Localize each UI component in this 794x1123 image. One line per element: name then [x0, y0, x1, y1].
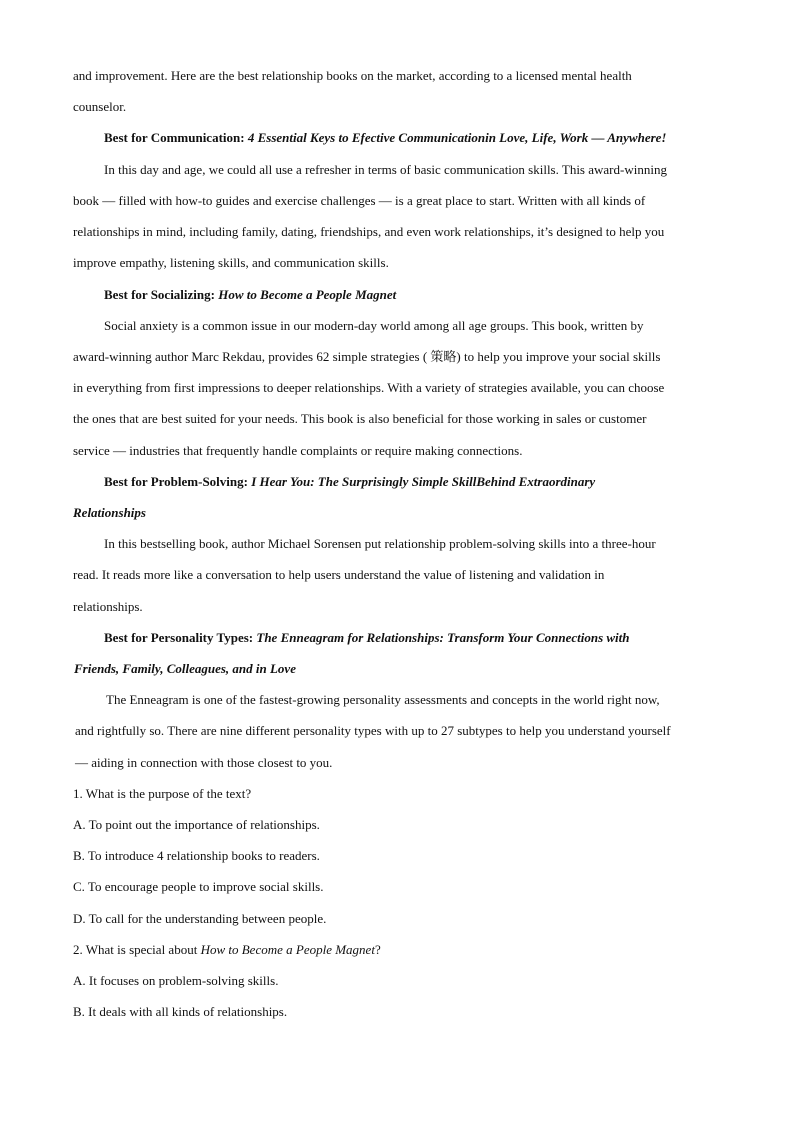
- question-stem: 1. What is the purpose of the text?: [73, 786, 252, 801]
- section-label: Best for Communication:: [104, 130, 245, 145]
- book-title: How to Become a People Magnet: [200, 942, 375, 957]
- book-title: The Enneagram for Relationships: Transform Your Connections with: [256, 630, 630, 645]
- body-line: Social anxiety is a common issue in our modern-day world among all age groups. This book, written by: [104, 318, 644, 333]
- intro-line: counselor.: [73, 99, 127, 114]
- answer-option: A. To point out the importance of relationships.: [73, 817, 320, 832]
- intro-line: and improvement. Here are the best relationship books on the market, according to a licensed mental health: [73, 68, 632, 83]
- body-line: relationships in mind, including family, dating, friendships, and even work relationships, it’s designed to help you: [73, 224, 665, 239]
- body-line: read. It reads more like a conversation to help users understand the value of listening and validation in: [73, 567, 605, 582]
- answer-option: A. It focuses on problem-solving skills.: [73, 973, 279, 988]
- body-line: book — filled with how-to guides and exercise challenges — is a great place to start. Written with all kinds of: [73, 193, 646, 208]
- body-line: relationships.: [73, 599, 143, 614]
- answer-option: B. It deals with all kinds of relationships.: [73, 1004, 288, 1019]
- book-title: I Hear You: The Surprisingly Simple SkillBehind Extraordinary: [251, 474, 596, 489]
- section-heading-communication: [104, 128, 754, 148]
- book-title-continued: Relationships: [73, 505, 146, 520]
- body-line: improve empathy, listening skills, and communication skills.: [73, 255, 389, 270]
- section-heading-personality: [104, 628, 754, 648]
- section-label: Best for Socializing:: [104, 287, 215, 302]
- body-line: and rightfully so. There are nine different personality types with up to 27 subtypes to help you understand yourself: [75, 723, 671, 738]
- body-line: The Enneagram is one of the fastest-growing personality assessments and concepts in the world right now,: [106, 692, 660, 707]
- body-line: In this day and age, we could all use a refresher in terms of basic communication skills. This award-winning: [104, 162, 667, 177]
- book-title: 4 Essential Keys to Efective Communicationin Love, Life, Work — Anywhere!: [247, 130, 667, 145]
- question-stem: 2. What is special about How to Become a People Magnet?: [73, 942, 381, 957]
- section-heading-problem-solving: [104, 472, 754, 492]
- body-line: award-winning author Marc Rekdau, provides 62 simple strategies ( 策略) to help you improve your social skills: [73, 349, 661, 364]
- body-line: — aiding in connection with those closest to you.: [75, 755, 333, 770]
- book-title: How to Become a People Magnet: [218, 287, 397, 302]
- answer-option: C. To encourage people to improve social skills.: [73, 879, 324, 894]
- body-line: In this bestselling book, author Michael Sorensen put relationship problem-solving skills into a three-hour: [104, 536, 656, 551]
- section-label: Best for Personality Types:: [104, 630, 254, 645]
- section-label: Best for Problem-Solving:: [104, 474, 248, 489]
- answer-option: B. To introduce 4 relationship books to readers.: [73, 848, 320, 863]
- body-line: in everything from first impressions to deeper relationships. With a variety of strategies available, you can choose: [73, 380, 665, 395]
- section-heading-socializing: [104, 285, 754, 305]
- answer-option: D. To call for the understanding between people.: [73, 911, 327, 926]
- body-line: service — industries that frequently handle complaints or require making connections.: [73, 443, 523, 458]
- body-line: the ones that are best suited for your needs. This book is also beneficial for those working in sales or customer: [73, 411, 647, 426]
- book-title-continued: Friends, Family, Colleagues, and in Love: [74, 661, 296, 676]
